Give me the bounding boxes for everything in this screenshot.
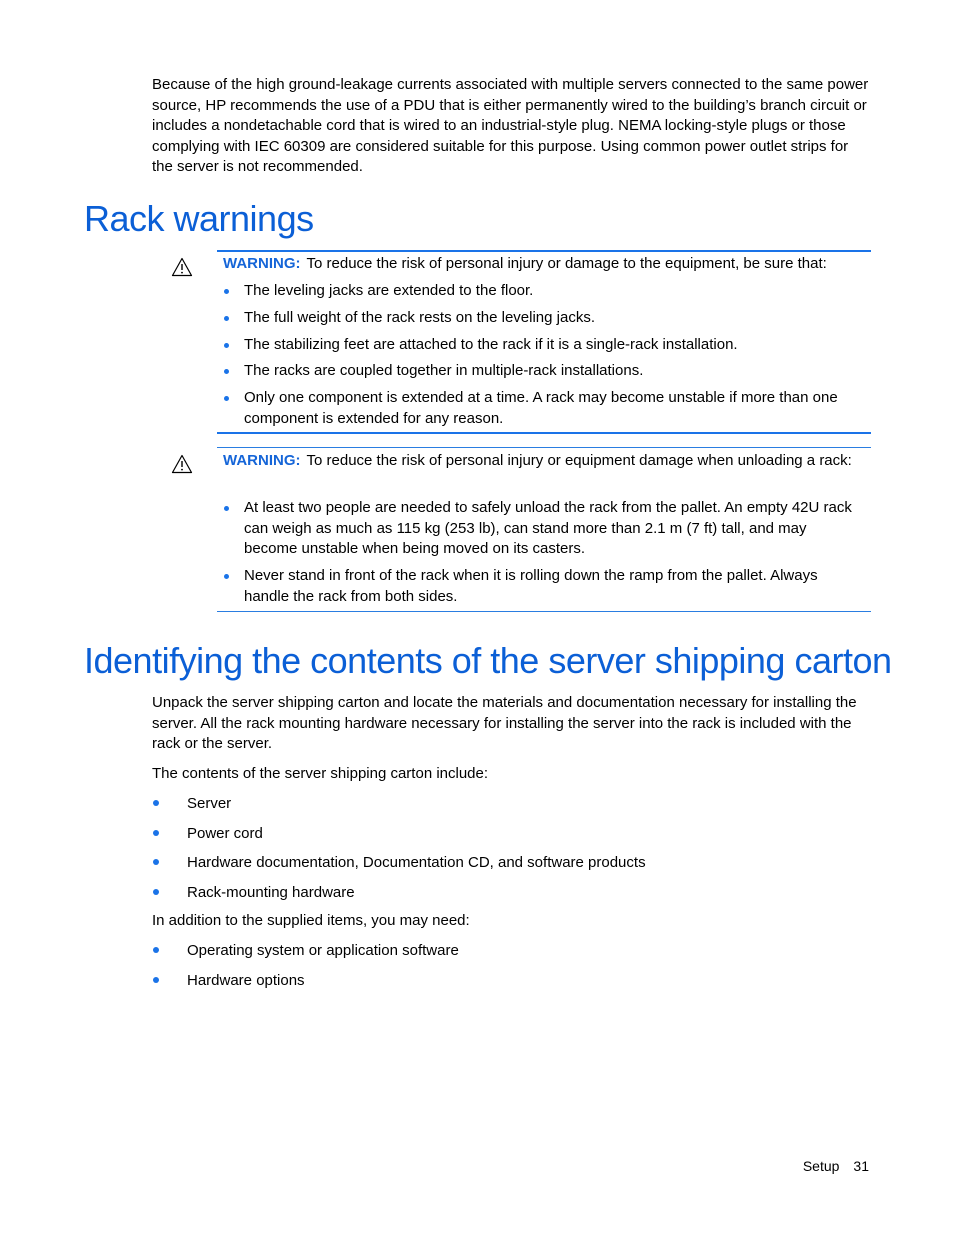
bullet-icon [153,889,159,895]
page-number: 31 [853,1158,869,1174]
warning2-bottom-rule [217,611,871,612]
list-item: The racks are coupled together in multiple-rack installations. [223,361,863,388]
list-item: The full weight of the rack rests on the leveling jacks. [223,308,863,335]
list-item: The leveling jacks are extended to the floor. [223,281,863,308]
carton-heading: Identifying the contents of the server shipping carton [84,640,892,681]
list-item: Power cord [152,824,870,854]
warning1-label: WARNING: [223,255,301,272]
page-footer [803,1158,869,1174]
bullet-icon [224,574,229,579]
bullet-icon [224,506,229,511]
bullet-icon [224,343,229,348]
warning1-bottom-rule [217,432,871,434]
warning2-text [223,451,863,472]
rack-warnings-heading: Rack warnings [84,198,314,239]
carton-extras-list [152,941,870,1000]
warning-triangle-icon [171,257,193,277]
carton-paragraph-1: Unpack the server shipping carton and locate the materials and documentation necessary for installing the server. All the rack mounting hardware necessary for installing the server into the rack is included with the rack or the server. [152,694,857,752]
bullet-icon [224,289,229,294]
list-item: Only one component is extended at a time. A rack may become unstable if more than one component is extended for any reason. [223,388,863,429]
bullet-icon [153,800,159,806]
warning2-list [223,498,863,607]
carton-paragraph-2: The contents of the server shipping carton include: [152,765,489,782]
warning2-top-rule [217,447,871,448]
warning2-body: To reduce the risk of personal injury or equipment damage when unloading a rack: [306,452,852,469]
intro-paragraph: Because of the high ground-leakage currents associated with multiple servers connected to the same power source, HP recommends the use of a PDU that is either permanently wired to the building’s branch circuit or includes a nondetachable cord that is wired to an industrial-style plug. NEMA locking-style plugs or those complying with IEC 60309 are considered suitable for this purpose. Using common power outlet strips for the server is not recommended. [152,76,869,175]
list-item: Hardware options [152,971,870,1001]
bullet-icon [153,947,159,953]
warning-triangle-icon [171,454,193,474]
bullet-icon [153,859,159,865]
footer-section: Setup [802,1158,840,1174]
warning1-list [223,281,863,429]
carton-contents-list [152,794,870,912]
list-item: The stabilizing feet are attached to the rack if it is a single-rack installation. [223,335,863,361]
bullet-icon [153,830,159,836]
list-item: Hardware documentation, Documentation CD, and software products [152,853,870,883]
list-item: Server [152,794,870,824]
bullet-icon [224,316,229,321]
carton-paragraph-3: In addition to the supplied items, you may need: [152,912,470,929]
list-item: Never stand in front of the rack when it is rolling down the ramp from the pallet. Always handle the rack from both sides. [223,566,863,607]
bullet-icon [224,396,229,401]
list-item: Operating system or application software [152,941,870,971]
warning1-top-rule [217,250,871,252]
bullet-icon [153,977,159,983]
list-item: Rack-mounting hardware [152,883,870,913]
warning1-text [223,254,863,275]
warning2-label: WARNING: [223,452,301,469]
warning1-body: To reduce the risk of personal injury or damage to the equipment, be sure that: [306,255,827,272]
list-item: At least two people are needed to safely unload the rack from the pallet. An empty 42U rack can weigh as much as 115 kg (253 lb), can stand more than 2.1 m (7 ft) tall, and may become unstable when being moved on its casters. [223,498,863,566]
bullet-icon [224,369,229,374]
